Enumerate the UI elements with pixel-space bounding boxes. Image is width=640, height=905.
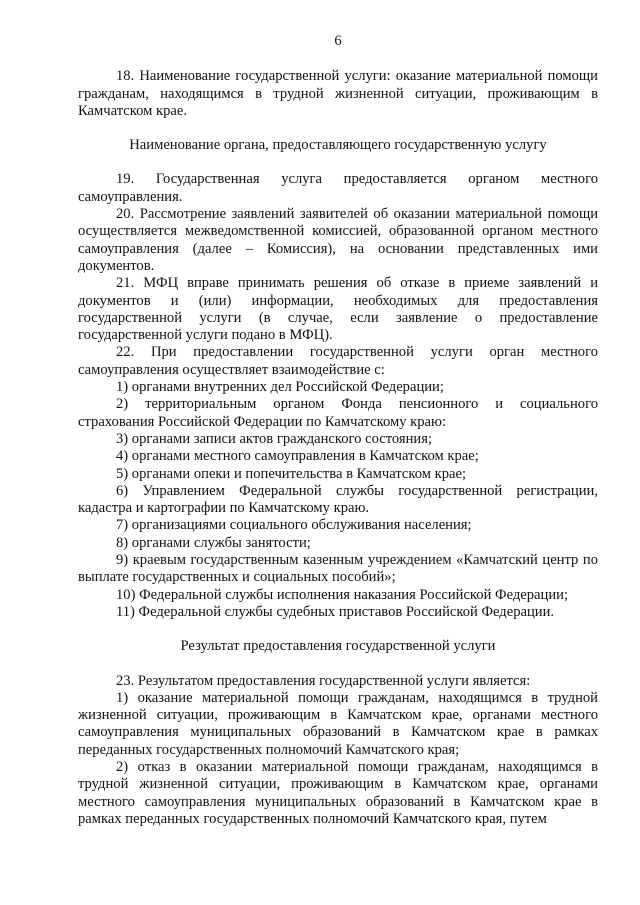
list-item-7: 7) организациями социального обслуживания населения; [116,517,472,534]
section-heading-result: Результат предоставления государственной услуги [180,638,496,655]
paragraph-19: 19. Государственная услуга предоставляется органом местного самоуправления. [78,171,598,205]
list-item-9: 9) краевым государственным казенным учреждением «Камчатский центр по выплате государственных и социальных пособий»; [78,552,598,586]
page-number: 6 [334,33,342,49]
list-item-11: 11) Федеральной службы судебных приставов Российской Федерации. [116,603,555,620]
list-item-8: 8) органами службы занятости; [116,534,311,551]
list-item-5: 5) органами опеки и попечительства в Камчатском крае; [116,465,466,482]
list-item-4: 4) органами местного самоуправления в Камчатском крае; [116,448,479,465]
result-item-1: 1) оказание материальной помощи гражданам, находящимся в трудной жизненной ситуации, проживающим в Камчатском крае, органами местного самоуправления муниципальных образований в Камчатском крае в рамках переданных государственных полномочий Камчатского края; [78,689,598,758]
paragraph-23: 23. Результатом предоставления государственной услуги является: [116,672,531,689]
list-item-1: 1) органами внутренних дел Российской Федерации; [116,379,444,396]
paragraph-18: 18. Наименование государственной услуги: оказание материальной помощи гражданам, находящимся в трудной жизненной ситуации, проживающим в Камчатском крае. [78,68,598,119]
paragraph-22: 22. При предоставлении государственной услуги орган местного самоуправления осуществляет взаимодействие с: [78,344,598,378]
list-item-2: 2) территориальным органом Фонда пенсионного и социального страхования Российской Федерации по Камчатскому краю: [78,396,598,430]
paragraph-21: 21. МФЦ вправе принимать решения об отказе в приеме заявлений и документов и (или) информации, необходимых для предоставления государственной услуги (в случае, если заявление о предоставление государственной услуги подано в МФЦ). [78,275,598,344]
list-item-3: 3) органами записи актов гражданского состояния; [116,430,433,447]
list-item-6: 6) Управлением Федеральной службы государственной регистрации, кадастра и картографии по Камчатскому краю. [78,482,598,517]
section-heading-authority: Наименование органа, предоставляющего государственную услугу [129,137,547,154]
paragraph-20: 20. Рассмотрение заявлений заявителей об оказании материальной помощи осуществляется межведомственной комиссией, образованной органом местного самоуправления (далее – Комиссия), на основании представленных ими документов. [78,206,598,274]
result-item-2: 2) отказ в оказании материальной помощи гражданам, находящимся в трудной жизненной ситуации, проживающим в Камчатском крае, органами местного самоуправления муниципальных образований в Камчатском крае в рамках переданных государственных полномочий Камчатского края, путем [78,758,598,827]
list-item-10: 10) Федеральной службы исполнения наказания Российской Федерации; [116,586,569,603]
